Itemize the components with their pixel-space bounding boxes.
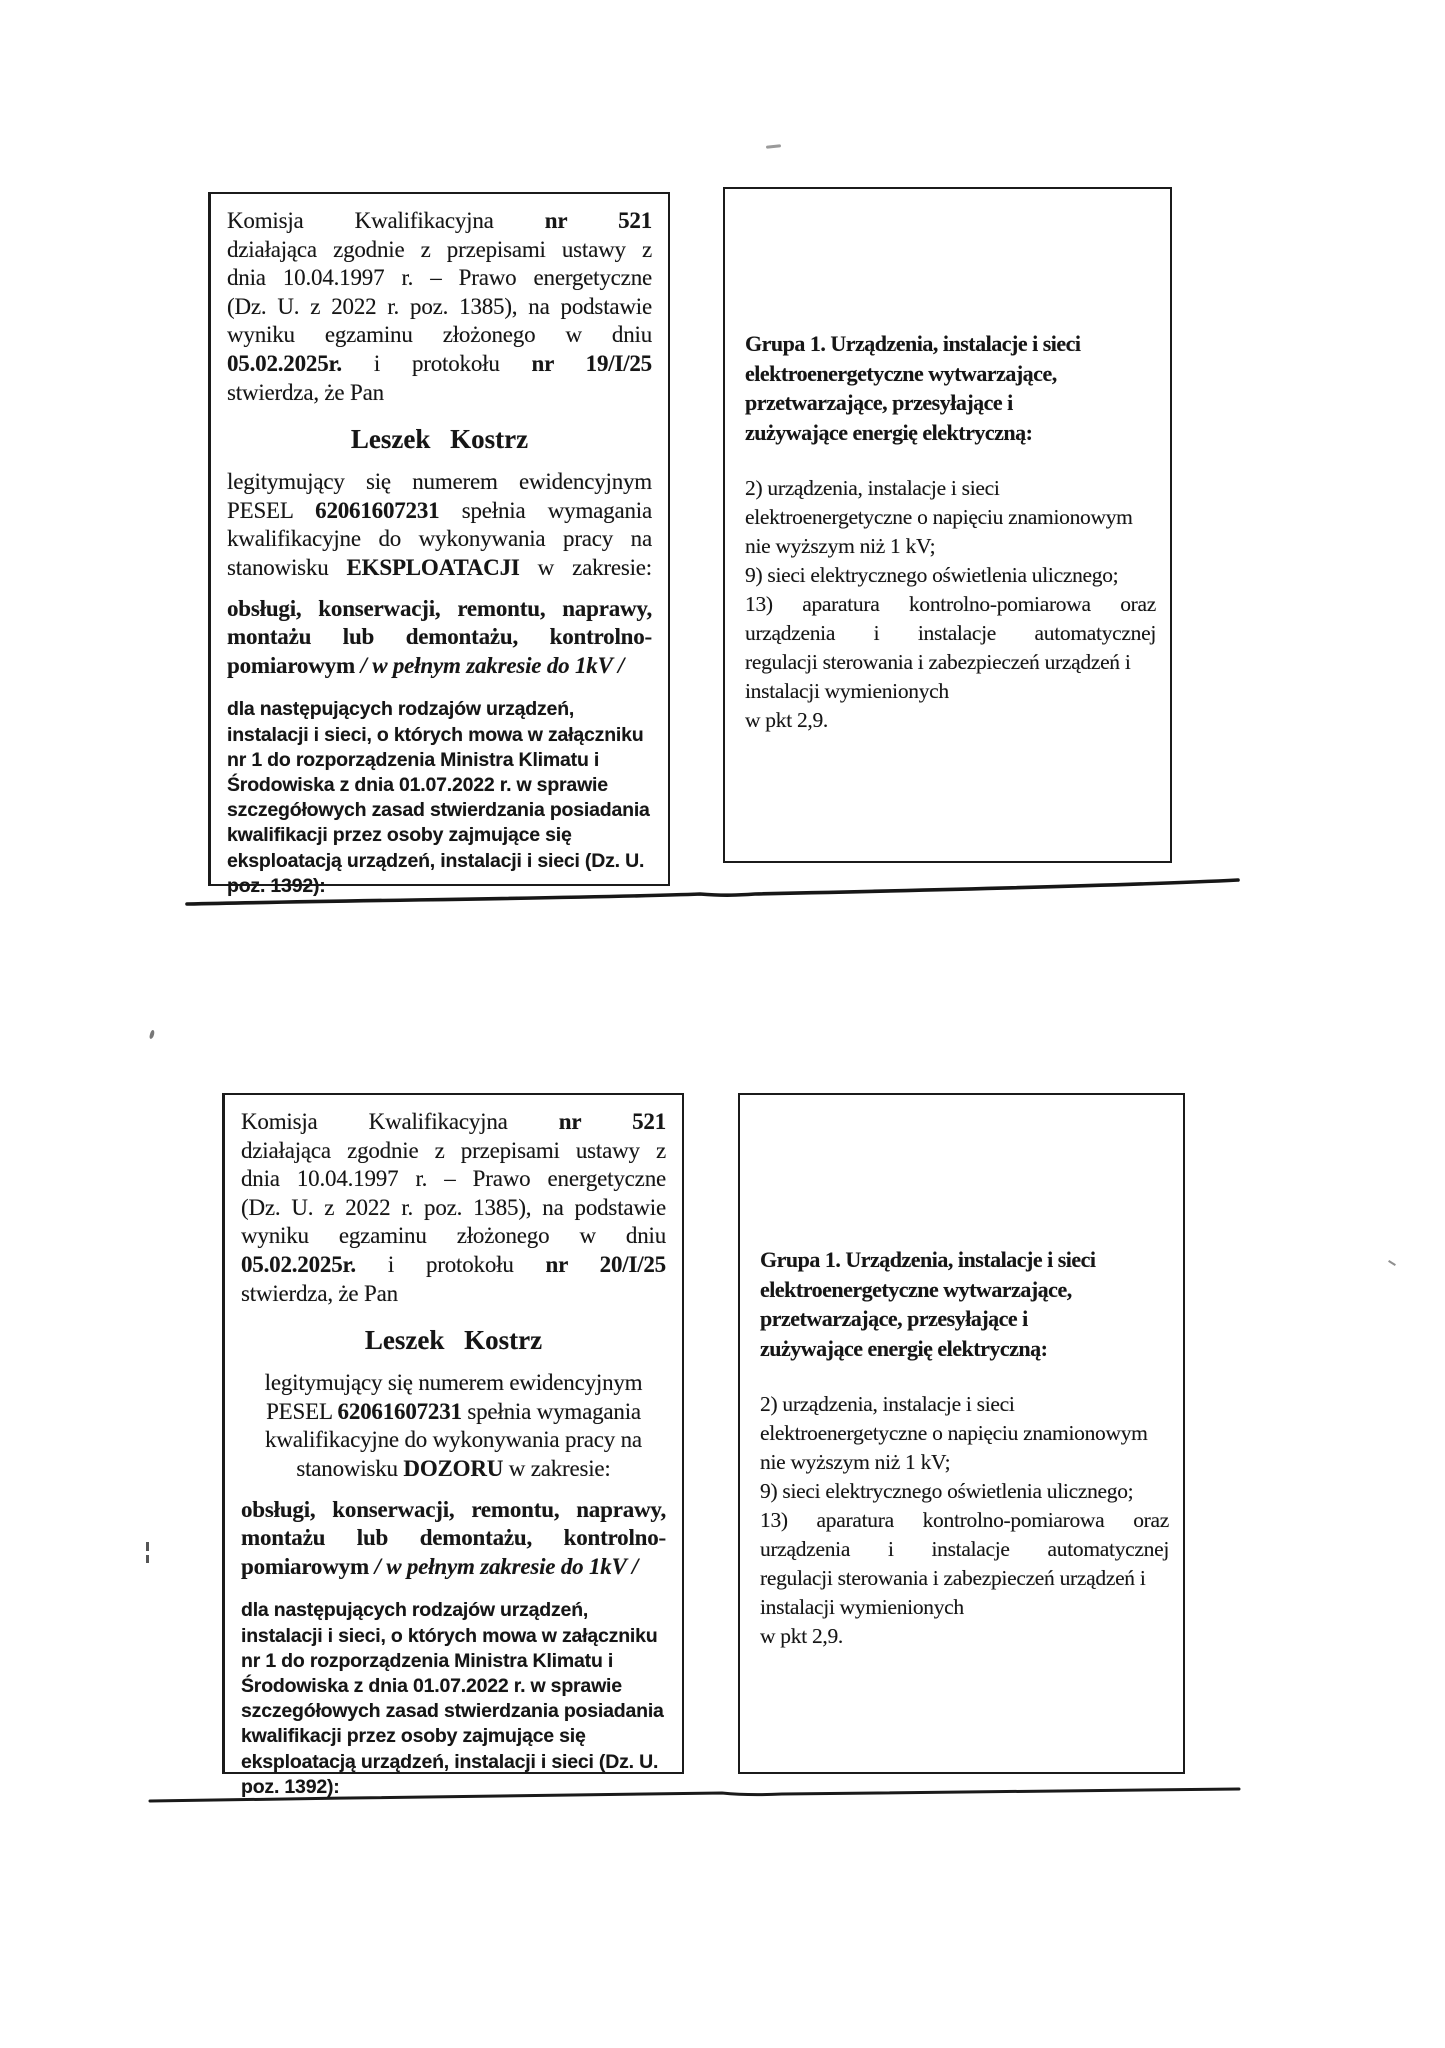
group-items: 2) urządzenia, instalacje i sieci elektroenergetyczne o napięciu znamionowym nie wyższym niż 1 kV; 9) sieci elektrycznego oświetlenia ulicznego; 13) aparatura kontrolno-pomiarowa oraz urządzenia i instalacje automatycznej regulacji sterowania i zabezpieczeń urządzeń i instalacji wymienionych w pkt 2,9. — [760, 1392, 1169, 1648]
qualification-statement: legitymujący się numerem ewidencyjnym PESEL 62061607231 spełnia wymagania kwalifikacyjne do wykonywania pracy na stanowisku EKSPLOATACJI w zakresie: — [227, 469, 652, 580]
scan-artifact-speck — [149, 1030, 155, 1040]
scan-artifact-bar — [146, 1542, 149, 1551]
scan-artifact-dash — [766, 144, 781, 149]
group-heading: Grupa 1. Urządzenia, instalacje i sieci elektroenergetyczne wytwarzające, przetwarzające, przesyłające i zużywające energię elektryczną: — [760, 1247, 1096, 1361]
certificate-1-group-box — [723, 187, 1172, 863]
certificate-1-details-box — [208, 192, 670, 897]
holder-name: Leszek Kostrz — [364, 1325, 543, 1356]
commission-statement: Komisja Kwalifikacyjna nr 521 działająca zgodnie z przepisami ustawy z dnia 10.04.1997 r. – Prawo energetyczne (Dz. U. z 2022 r. poz. 1385), na podstawie wyniku egzaminu złożonego w dniu 05.02.2025r. i protokołu nr 20/I/25 stwierdza, że Pan — [241, 1109, 666, 1306]
group-heading: Grupa 1. Urządzenia, instalacje i sieci elektroenergetyczne wytwarzające, przetwarzające, przesyłające i zużywające energię elektryczną: — [745, 331, 1081, 445]
scan-artifact-bar — [146, 1555, 149, 1563]
certificate-2-group-box — [738, 1093, 1185, 1774]
scope-of-work: obsługi, konserwacji, remontu, naprawy, montażu lub demontażu, kontrolno- pomiarowym / w pełnym zakresie do 1kV / — [241, 1496, 666, 1579]
scope-of-work: obsługi, konserwacji, remontu, naprawy, montażu lub demontażu, kontrolno- pomiarowym / w pełnym zakresie do 1kV / — [227, 595, 652, 678]
commission-statement: Komisja Kwalifikacyjna nr 521 działająca zgodnie z przepisami ustawy z dnia 10.04.1997 r. – Prawo energetyczne (Dz. U. z 2022 r. poz. 1385), na podstawie wyniku egzaminu złożonego w dniu 05.02.2025r. i protokołu nr 19/I/25 stwierdza, że Pan — [227, 208, 652, 405]
holder-name: Leszek Kostrz — [350, 424, 529, 455]
legal-basis: dla następujących rodzajów urządzeń, instalacji i sieci, o których mowa w załączniku nr 1 do rozporządzenia Ministra Klimatu i Środowiska z dnia 01.07.2022 r. w sprawie szczegółowych zasad stwierdzania posiadania kwalifikacji przez osoby zajmujące się eksploatacją urządzeń, instalacji i sieci (Dz. U. poz. 1392): — [241, 1599, 664, 1798]
group-items: 2) urządzenia, instalacje i sieci elektroenergetyczne o napięciu znamionowym nie wyższym niż 1 kV; 9) sieci elektrycznego oświetlenia ulicznego; 13) aparatura kontrolno-pomiarowa oraz urządzenia i instalacje automatycznej regulacji sterowania i zabezpieczeń urządzeń i instalacji wymienionych w pkt 2,9. — [745, 476, 1156, 732]
scan-artifact-tick — [1388, 1260, 1396, 1266]
qualification-statement: legitymujący się numerem ewidencyjnym PESEL 62061607231 spełnia wymagania kwalifikacyjne do wykonywania pracy na stanowisku DOZORU w zakresie: — [264, 1370, 643, 1481]
certificate-2-details-box — [222, 1093, 684, 1798]
legal-basis: dla następujących rodzajów urządzeń, instalacji i sieci, o których mowa w załączniku nr 1 do rozporządzenia Ministra Klimatu i Środowiska z dnia 01.07.2022 r. w sprawie szczegółowych zasad stwierdzania posiadania kwalifikacji przez osoby zajmujące się eksploatacją urządzeń, instalacji i sieci (Dz. U. poz. 1392): — [227, 698, 650, 897]
